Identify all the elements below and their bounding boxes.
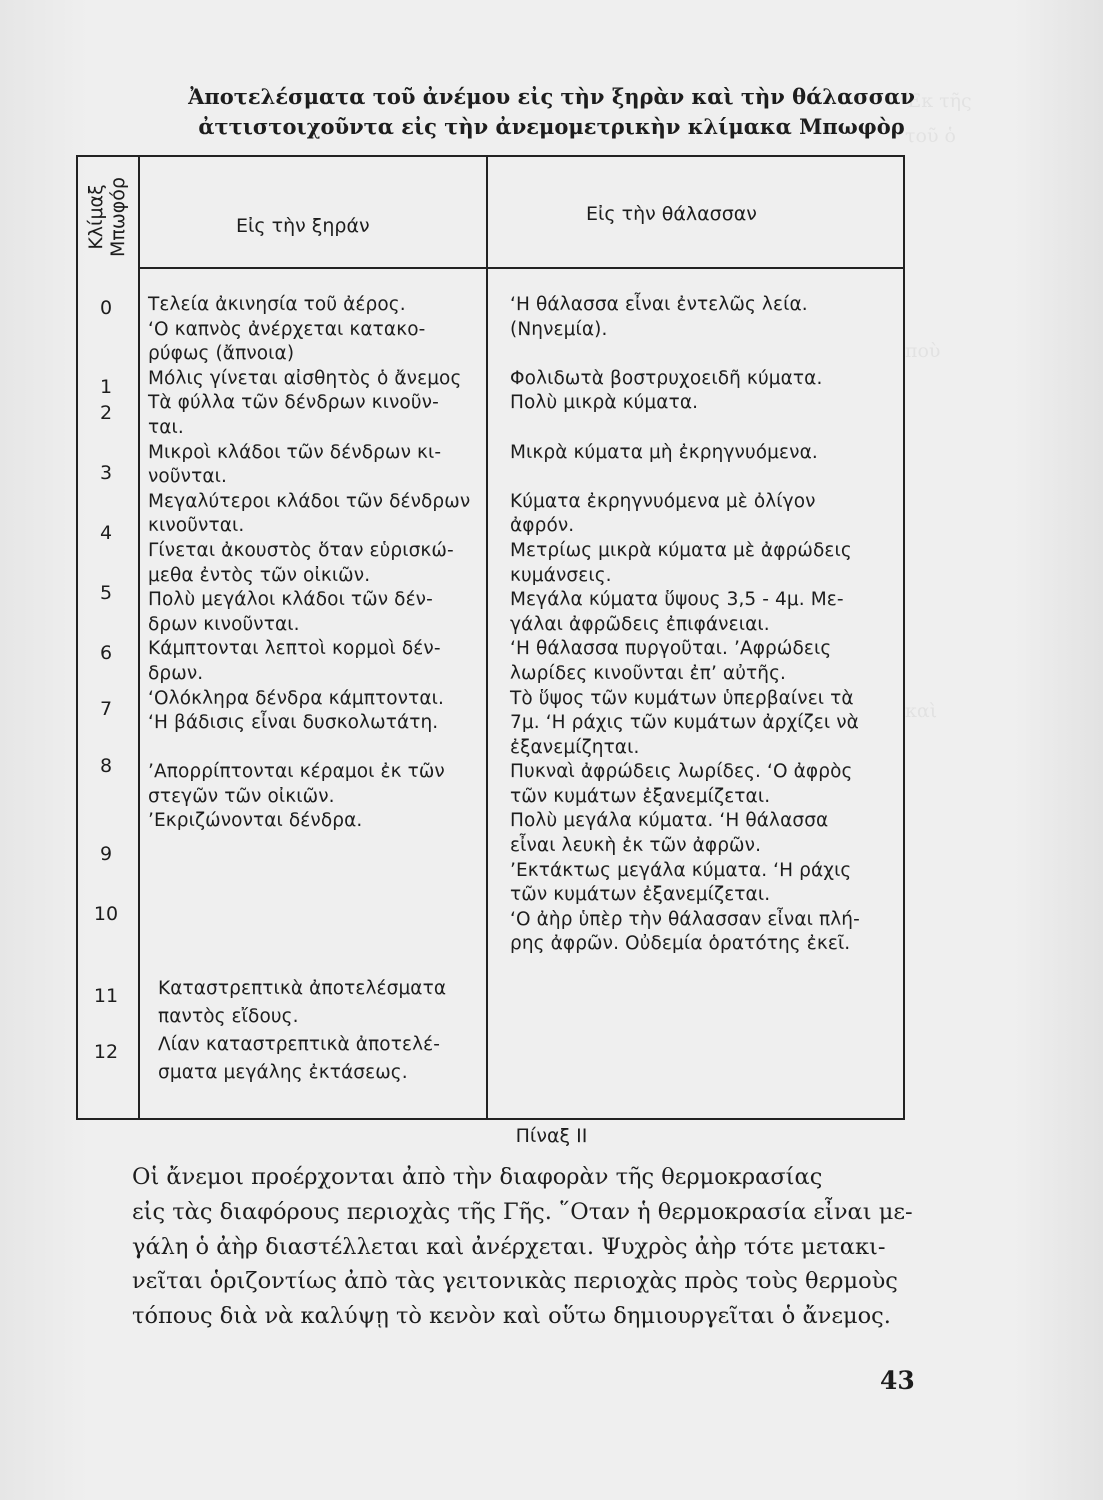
sea-text: ‘Η θάλασσα εἶναι ἐντελῶς λεία. (Νηνεμία). Φολιδωτὰ βοστρυχοειδῆ κύματα. Πολὺ μικρὰ κύματα. Μικρὰ κύματα μὴ ἐκρηγνυόμενα. Κύματα ἐκρηγνυόμενα μὲ ὀλίγον ἀφρόν. Μετρίως μικρὰ κύματα μὲ ἀφρώδεις κυμάνσεις. Μεγάλα κύματα ὕψους 3,5 - 4μ. Με- γάλαι ἀφρῶδεις ἐπιφάνειαι. ‘Η θάλασσα πυργοῦται. ’Αφρώδεις λωρίδες κινοῦνται ἐπ’ αὐτῆς. Τὸ ὕψος τῶν κυμάτων ὑπερβαίνει τὰ 7μ. ‘Η ράχις τῶν κυμάτων ἀρχίζει νὰ ἐξανεμίζηται. Πυκναὶ ἀφρώδεις λωρίδες. ‘Ο ἀφρὸς τῶν κυμάτων ἐξανεμίζεται. Πολὺ μεγάλα κύματα. ‘Η θάλασσα εἶναι λευκὴ ἐκ τῶν ἀφρῶν. ’Εκτάκτως μεγάλα κύματα. ‘Η ράχις τῶν κυμάτων ἐξανεμίζεται. ‘Ο ἀὴρ ὑπὲρ τὴν θάλασσαν εἶναι πλή- ρης ἀφρῶν. Οὐδεμία ὁρατότης ἐκεῖ. (510, 294, 860, 955)
column-divider (138, 157, 140, 1118)
header-scale (80, 169, 134, 264)
scale-number: 11 (93, 985, 119, 1007)
header-sea: Εἰς τὴν θάλασσαν (586, 203, 757, 225)
header-scale-label: Κλίμαξ Μπωφόρ (85, 176, 129, 257)
scale-number: 2 (99, 402, 113, 424)
scale-number: 9 (99, 843, 113, 865)
scale-number: 5 (99, 582, 113, 604)
scale-number: 4 (99, 522, 113, 544)
page-number: 43 (880, 1366, 915, 1395)
header-land: Εἰς τὴν ξηράν (236, 215, 370, 237)
show-through-text: ποὺ (905, 340, 941, 362)
land-text: Τελεία ἀκινησία τοῦ ἀέρος. ‘Ο καπνὸς ἀνέρχεται κατακο- ρύφως (ἄπνοια) Μόλις γίνεται αἰσθητὸς ὁ ἄνεμος Τὰ φύλλα τῶν δένδρων κινοῦν- ται. Μικροὶ κλάδοι τῶν δένδρων κι- νοῦνται. Μεγαλύτεροι κλάδοι τῶν δένδρων κινοῦνται. Γίνεται ἀκουστὸς ὅταν εὑρισκώ- μεθα ἐντὸς τῶν οἰκιῶν. Πολὺ μεγάλοι κλάδοι τῶν δέν- δρων κινοῦνται. Κάμπτονται λεπτοὶ κορμοὶ δέν- δρων. ‘Ολόκληρα δένδρα κάμπτονται. ‘Η βάδισις εἶναι δυσκολωτάτη. ’Απορρίπτονται κέραμοι ἐκ τῶν στεγῶν τῶν οἰκιῶν. ’Εκριζώνονται δένδρα. (148, 294, 471, 832)
scale-number: 10 (93, 903, 119, 925)
show-through-text: Ἐκ τῆς (905, 90, 972, 112)
body-paragraph: Οἱ ἄνεμοι προέρχονται ἀπὸ τὴν διαφορὰν τῆς θερμοκρασίας εἰς τὰς διαφόρους περιοχὰς τῆς Γῆς. ῞Οταν ἡ θερμοκρασία εἶναι με- γάλη ὁ ἀὴρ διαστέλλεται καὶ ἀνέρχεται. Ψυχρὸς ἀὴρ τότε μετακι- νεῖται ὁριζοντίως ἀπὸ τὰς γειτονικὰς περιοχὰς πρὸς τοὺς θερμοὺς τόπους διὰ νὰ καλύψῃ τὸ κενὸν καὶ οὕτω δημιουργεῖται ὁ ἄνεμος. (132, 1164, 913, 1330)
scale-number: 0 (99, 297, 113, 319)
scale-number: 6 (99, 642, 113, 664)
show-through-text: τοῦ ὁ (905, 125, 956, 147)
column-divider (486, 269, 488, 1118)
table-caption: Πίναξ ΙΙ (515, 1125, 588, 1147)
scale-number: 7 (99, 698, 113, 720)
scale-number: 1 (99, 376, 113, 398)
header-divider (138, 267, 903, 269)
beaufort-table (76, 155, 905, 1120)
column-divider (486, 157, 488, 269)
table-title-line-2: ἀττιστοιχοῦντα εἰς τὴν ἀνεμομετρικὴν κλίμακα Μπωφὸρ (198, 114, 905, 139)
scale-number: 3 (99, 462, 113, 484)
show-through-text: καὶ (905, 700, 938, 722)
table-title-line-1: Ἀποτελέσματα τοῦ ἀνέμου εἰς τὴν ξηρὰν καὶ τὴν θάλασσαν (188, 84, 915, 109)
land-text-lower: Καταστρεπτικὰ ἀποτελέσματα παντὸς εἴδους. Λίαν καταστρεπτικὰ ἀποτελέ- σματα μεγάλης ἐκτάσεως. (158, 978, 447, 1083)
scale-number: 12 (93, 1041, 119, 1063)
scale-number: 8 (99, 755, 113, 777)
